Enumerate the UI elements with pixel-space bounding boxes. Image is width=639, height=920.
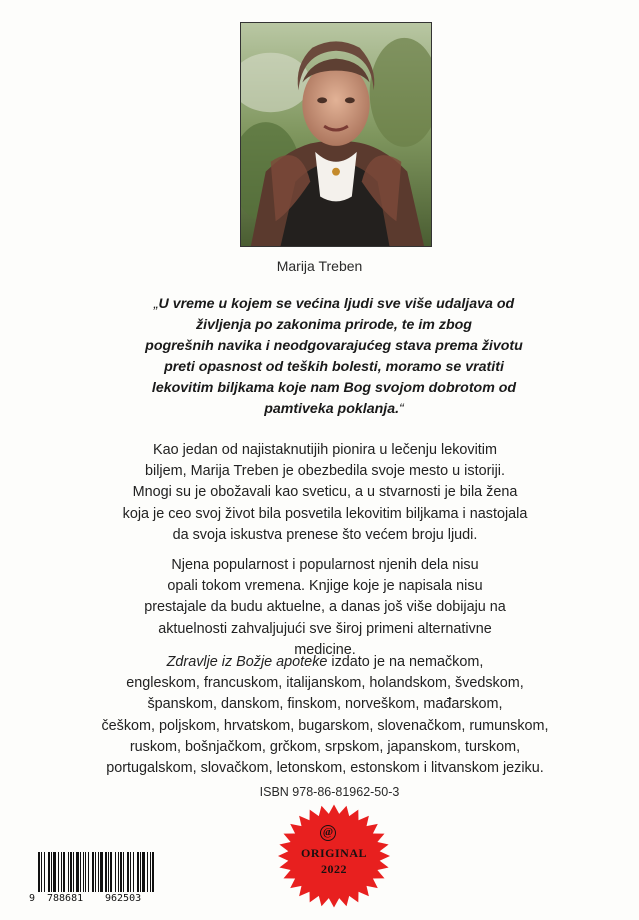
barcode-bar [108,852,109,892]
barcode-bar [118,852,119,892]
paragraph-line: aktuelnosti zahvaljujući sve široj primeni alternativne [158,620,492,637]
quote-open-mark: „ [153,296,159,312]
barcode-bar [70,852,72,892]
barcode-bar [150,852,151,892]
paragraph-line: da svoja iskustva prenese što većem broju ljudi. [172,526,478,543]
barcode-bar [68,852,69,892]
barcode-bar [110,852,112,892]
paragraph-line: češkom, poljskom, hrvatskom, bugarskom, slovenačkom, rumunskom, [101,717,549,734]
barcode-bar [76,852,79,892]
paragraph-line: koja je ceo svoj život bila posvetila lekovitim biljkama i nastojala [122,505,528,522]
author-portrait-photo [240,22,432,247]
paragraph-line: Njena popularnost i popularnost njenih dela nisu [171,557,479,573]
paragraph-line: prestajale da budu aktuelne, a danas još više dobijaju na [144,599,506,616]
barcode-bar [38,852,40,892]
barcode-digit-lead: 9 [29,893,36,904]
publisher-logo-icon: @ [320,825,336,841]
barcode-bar [41,852,42,892]
barcode-bar [100,852,103,892]
barcode-bar [120,852,122,892]
barcode-bar [53,852,56,892]
barcode-bar [140,852,141,892]
quote-line: življenja po zakonima prirode, te im zbog [196,317,472,333]
barcode-bar [80,852,81,892]
barcode-digit-group-right: 962503 [105,893,142,904]
translations-paragraph [88,652,562,779]
isbn-number: ISBN 978-86-81962-50-3 [259,785,400,799]
paragraph-line: španskom, danskom, finskom, norveškom, mađarskom, [147,696,503,713]
barcode-bar [133,852,134,892]
quote-block [130,294,538,420]
photo-caption: Marija Treben [276,258,363,274]
biography-paragraph [90,440,560,546]
paragraph-line: Kao jedan od najistaknutijih pionira u lečenju lekovitim [153,442,497,458]
barcode-bar [44,852,45,892]
paragraph-line: izdato je na nemačkom, [327,654,484,670]
barcode-bar [83,852,84,892]
popularity-paragraph [90,555,560,661]
paragraph-line: ruskom, bošnjačkom, grčkom, srpskom, japanskom, turskom, [129,738,521,755]
barcode-bar [130,852,131,892]
quote-close-mark: “ [399,401,404,417]
quote-line: lekovitim biljkama koje nam Bog svojom dobrotom od [151,380,517,396]
seal-text-year: 2022 [321,862,347,876]
barcode-bar [48,852,50,892]
barcode-bar [127,852,129,892]
barcode-bar [88,852,89,892]
paragraph-line: engleskom, francuskom, italijanskom, holandskom, švedskom, [126,675,524,692]
paragraph-line: portugalskom, slovačkom, letonskom, estonskom i litvanskom jeziku. [106,760,544,777]
barcode-bar [73,852,74,892]
seal-text-original: ORIGINAL [300,846,367,860]
barcode-bar [123,852,124,892]
barcode-bars [30,852,158,896]
barcode-bar [152,852,154,892]
barcode-bar [95,852,96,892]
barcode-bar [61,852,62,892]
paragraph-line: Mnogi su je obožavali kao sveticu, a u stvarnosti je bila žena [132,484,518,501]
paragraph-line: medicine. [294,641,356,658]
barcode-bar [147,852,148,892]
barcode-bar [92,852,94,892]
barcode-bar [85,852,86,892]
barcode-digit-group-left: 788681 [47,893,84,904]
barcode-bar [63,852,65,892]
quote-line: preti opasnost od teških bolesti, moramo se vratiti [164,359,504,375]
barcode-bar [115,852,116,892]
barcode-bar [51,852,52,892]
quote-line: pogrešnih navika i neodgovarajućeg stava prema životu [145,338,523,354]
book-title: Zdravlje iz Božje apoteke [166,654,328,670]
barcode-bar [58,852,59,892]
barcode-bar [105,852,107,892]
barcode-bar [137,852,139,892]
paragraph-line: biljem, Marija Treben je obezbedila svoje mesto u istoriji. [145,463,505,480]
barcode-bar [142,852,145,892]
paragraph-line: opali tokom vremena. Knjige koje je napisala nisu [167,578,483,595]
quote-line: U vreme u kojem se većina ljudi sve više udaljava od [158,296,515,312]
quote-line: pamtiveka poklanja. [264,401,400,417]
barcode-bar [98,852,99,892]
